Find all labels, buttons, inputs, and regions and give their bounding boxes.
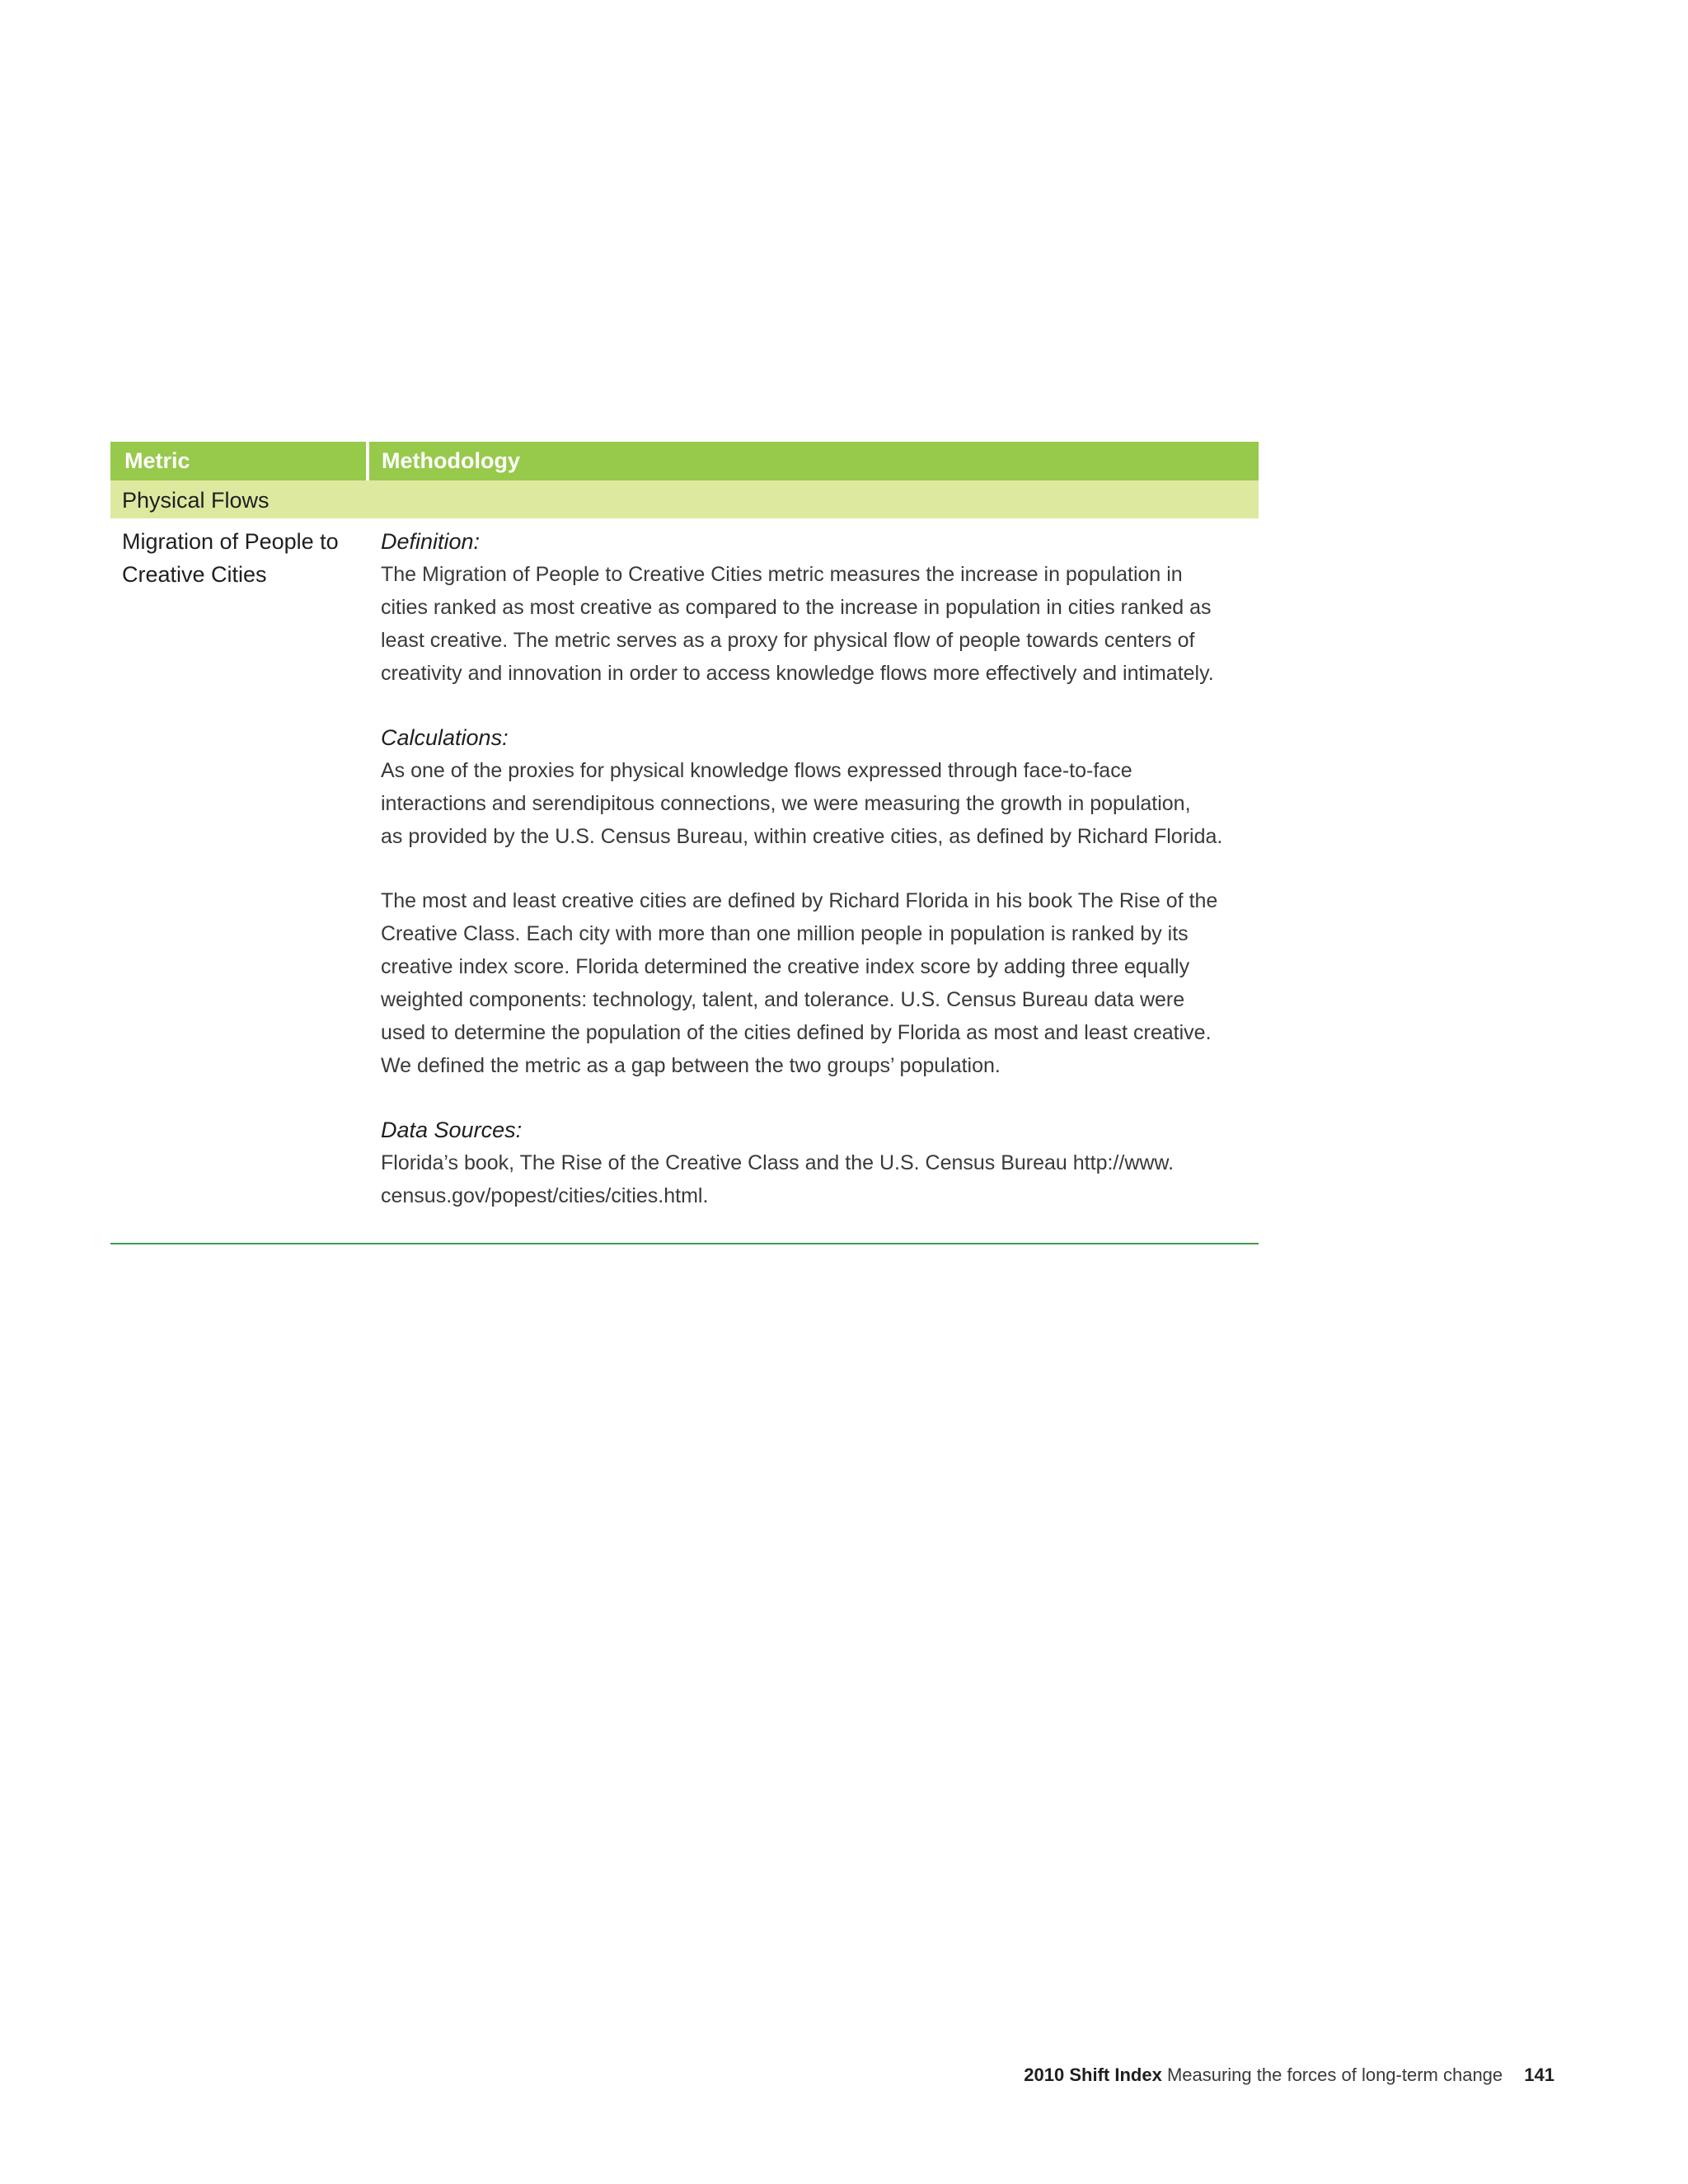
category-row: Physical Flows: [110, 480, 1259, 518]
metric-table: [110, 442, 1259, 1212]
paragraph-spacer: [381, 690, 1259, 721]
text-line: weighted components: technology, talent, and tolerance. U.S. Census Bureau data were: [381, 988, 1185, 1011]
metric-column-header: Metric: [110, 442, 369, 480]
text-line: Florida’s book, The Rise of the Creative Class and the U.S. Census Bureau http://www.: [381, 1151, 1175, 1174]
data-sources-text: [381, 1146, 1259, 1212]
table-bottom-rule: [110, 1243, 1259, 1244]
calculations-text-continued: [381, 884, 1259, 1082]
table-row: [110, 518, 1259, 1212]
paragraph-spacer: [381, 1082, 1259, 1113]
metric-name: [110, 525, 381, 1212]
methodology-cell: [381, 525, 1259, 1212]
text-line: as provided by the U.S. Census Bureau, within creative cities, as defined by Richard Florida.: [381, 825, 1223, 848]
calculations-text: [381, 754, 1259, 853]
text-line: The most and least creative cities are defined by Richard Florida in his book The Rise of the: [381, 889, 1218, 912]
text-line: We defined the metric as a gap between the two groups’ population.: [381, 1054, 1001, 1077]
definition-text: [381, 558, 1259, 690]
text-line: As one of the proxies for physical knowledge flows expressed through face-to-face: [381, 759, 1132, 782]
text-line: census.gov/popest/cities/cities.html.: [381, 1184, 709, 1207]
table-header-row: [110, 442, 1259, 480]
footer-tagline: Measuring the forces of long-term change: [1166, 2064, 1503, 2085]
text-line: least creative. The metric serves as a proxy for physical flow of people towards centers of: [381, 629, 1195, 652]
metric-name-line: Creative Cities: [122, 562, 267, 587]
text-line: The Migration of People to Creative Cities metric measures the increase in population in: [381, 563, 1183, 586]
text-line: cities ranked as most creative as compared to the increase in population in cities ranked as: [381, 596, 1212, 619]
footer-brand: 2010 Shift Index: [1024, 2064, 1162, 2085]
text-line: used to determine the population of the cities defined by Florida as most and least creative.: [381, 1021, 1212, 1044]
metric-name-line: Migration of People to: [122, 529, 339, 554]
definition-heading: Definition:: [381, 529, 481, 554]
page-footer: [1024, 2064, 1554, 2086]
text-line: interactions and serendipitous connections, we were measuring the growth in population,: [381, 792, 1191, 815]
methodology-column-header: Methodology: [382, 448, 520, 473]
paragraph-spacer: [381, 853, 1259, 884]
text-line: Creative Class. Each city with more than one million people in population is ranked by its: [381, 922, 1189, 945]
text-line: creative index score. Florida determined the creative index score by adding three equally: [381, 955, 1190, 978]
data-sources-heading: Data Sources:: [381, 1118, 523, 1142]
text-line: creativity and innovation in order to access knowledge flows more effectively and intimately.: [381, 662, 1214, 685]
page-number: 141: [1524, 2064, 1554, 2085]
calculations-heading: Calculations:: [381, 725, 509, 750]
